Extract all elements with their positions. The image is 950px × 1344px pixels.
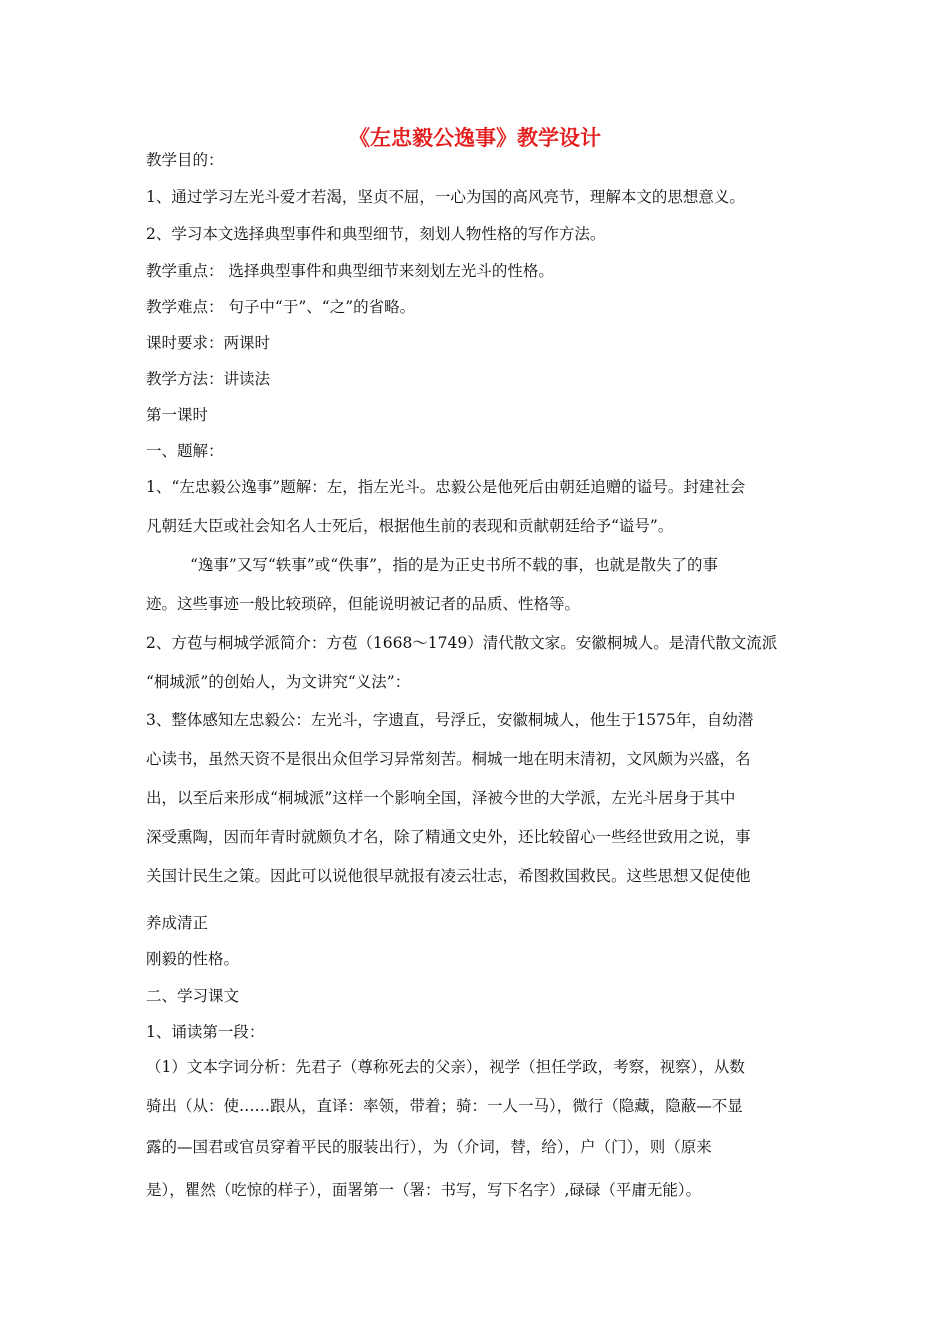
objective-1: 1、通过学习左光斗爱才若渴，坚贞不屈，一心为国的高风亮节，理解本文的思想意义。 xyxy=(146,188,745,206)
class-hours: 课时要求：两课时 xyxy=(146,334,271,352)
paragraph-line: 迹。这些事迹一般比较琐碎，但能说明被记者的品质、性格等。 xyxy=(146,595,581,613)
teaching-method: 教学方法：讲读法 xyxy=(146,370,271,388)
difficult-points: 教学难点： 句子中“于”、“之”的省略。 xyxy=(146,298,416,316)
paragraph-line: 刚毅的性格。 xyxy=(146,950,240,968)
paragraph-line: 3、整体感知左忠毅公：左光斗，字遗直，号浮丘，安徽桐城人，他生于1575年，自幼潜 xyxy=(146,711,754,729)
objective-2: 2、学习本文选择典型事件和典型细节，刻划人物性格的写作方法。 xyxy=(146,225,606,243)
paragraph-line: 凡朝廷大臣或社会知名人士死后，根据他生前的表现和贡献朝廷给予“谥号”。 xyxy=(146,517,674,535)
subsection-recite-paragraph-one: 1、诵读第一段： xyxy=(146,1023,265,1041)
objectives-heading: 教学目的： xyxy=(146,151,224,169)
key-points: 教学重点： 选择典型事件和典型细节来刻划左光斗的性格。 xyxy=(146,262,554,280)
document-title: 《左忠毅公逸事》教学设计 xyxy=(349,125,601,150)
section-study-text: 二、学习课文 xyxy=(146,987,240,1005)
paragraph-line: “逸事”又写“轶事”或“佚事”，指的是为正史书所不载的事，也就是散失了的事 xyxy=(190,556,719,574)
paragraph-line: 骑出（从：使……跟从，直译：率领，带着；骑：一人一马），微行（隐藏，隐蔽—不显 xyxy=(146,1097,743,1115)
paragraph-line: 养成清正 xyxy=(146,914,209,932)
paragraph-line: 1、“左忠毅公逸事”题解：左，指左光斗。忠毅公是他死后由朝廷追赠的谥号。封建社会 xyxy=(146,478,746,496)
paragraph-line: 出，以至后来形成“桐城派”这样一个影响全国，泽被今世的大学派，左光斗居身于其中 xyxy=(146,789,736,807)
paragraph-line: 心读书，虽然天资不是很出众但学习异常刻苦。桐城一地在明末清初，文风颇为兴盛，名 xyxy=(146,750,751,768)
first-lesson-heading: 第一课时 xyxy=(146,406,209,424)
paragraph-line: 深受熏陶，因而年青时就颇负才名，除了精通文史外，还比较留心一些经世致用之说，事 xyxy=(146,828,751,846)
paragraph-line: （1）文本字词分析：先君子（尊称死去的父亲），视学（担任学政，考察，视察），从数 xyxy=(146,1058,745,1076)
paragraph-line: 是），瞿然（吃惊的样子），面署第一（署：书写，写下名字）,碌碌（平庸无能）。 xyxy=(146,1181,702,1199)
paragraph-line: “桐城派”的创始人，为文讲究“义法”： xyxy=(146,673,411,691)
paragraph-line: 露的—国君或官员穿着平民的服装出行），为（介词，替，给），户（门），则（原来 xyxy=(146,1138,712,1156)
paragraph-line: 2、方苞与桐城学派简介：方苞（1668～1749）清代散文家。安徽桐城人。是清代散文流派 xyxy=(146,634,778,652)
paragraph-line: 关国计民生之策。因此可以说他很早就报有凌云壮志，希图救国救民。这些思想又促使他 xyxy=(146,867,751,885)
section-title-explanation: 一、题解： xyxy=(146,442,224,460)
